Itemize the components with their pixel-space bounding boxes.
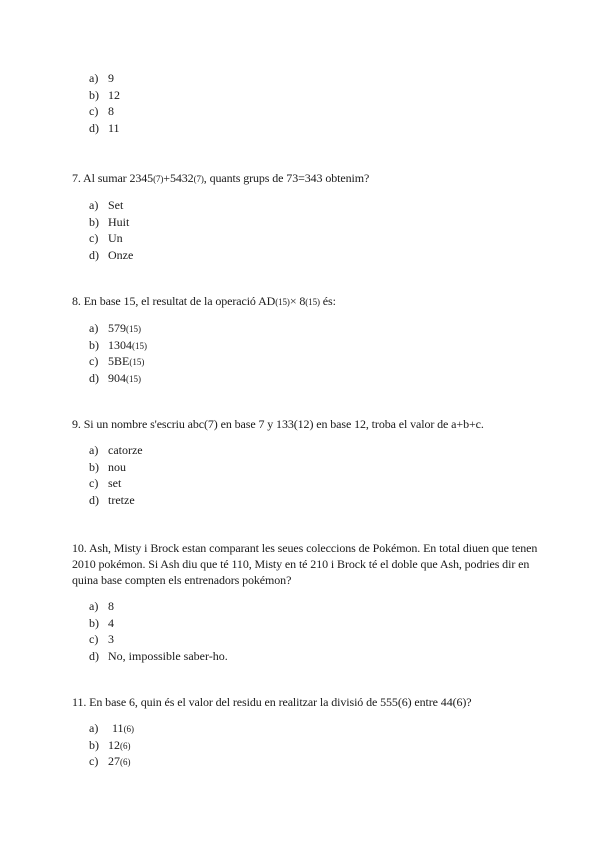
options-list [72, 70, 542, 136]
option-c [72, 353, 542, 370]
option-text: 12 [108, 87, 120, 102]
option-label: c) [89, 354, 99, 368]
option-c [72, 103, 542, 120]
question-text: 7. Al sumar 2345(7)+5432(7), quants grups de 73=343 obtenim? [72, 171, 370, 185]
option-a [72, 197, 542, 214]
option-label: d) [89, 648, 99, 663]
question-6-continuation [72, 70, 542, 136]
option-label: b) [89, 459, 99, 474]
option-text: 5BE(15) [108, 354, 145, 368]
option-label: b) [89, 87, 99, 102]
option-text: 9 [108, 71, 114, 85]
option-text: 3 [108, 632, 114, 646]
option-b [72, 87, 542, 104]
option-label: a) [89, 721, 99, 735]
options-list [72, 442, 542, 508]
option-text: 8 [108, 104, 114, 118]
option-label: c) [89, 632, 99, 646]
option-label: d) [89, 370, 99, 385]
option-text: No, impossible saber-ho. [108, 648, 228, 663]
option-label: c) [89, 754, 99, 768]
option-a [72, 320, 542, 337]
option-d [72, 492, 542, 509]
option-b [72, 459, 542, 476]
question-11 [72, 694, 542, 770]
option-label: a) [89, 443, 99, 457]
options-list [72, 720, 542, 770]
option-label: d) [89, 492, 99, 507]
option-text: catorze [108, 443, 143, 457]
question-text: 11. En base 6, quin és el valor del residu en realitzar la divisió de 555(6) entre 44(6)? [72, 695, 472, 709]
option-b [72, 337, 542, 354]
option-c [72, 230, 542, 247]
option-d [72, 120, 542, 137]
option-text: Un [108, 231, 123, 245]
option-text: Huit [108, 214, 130, 229]
option-label: b) [89, 214, 99, 229]
option-b [72, 737, 542, 754]
option-d [72, 370, 542, 387]
option-label: a) [89, 599, 99, 613]
option-text: tretze [108, 492, 135, 507]
option-label: b) [89, 737, 99, 752]
question-8 [72, 293, 542, 386]
question-text: 9. Si un nombre s'escriu abc(7) en base 7 y 133(12) en base 12, troba el valor de a+b+c. [72, 417, 484, 431]
option-text: Onze [108, 247, 134, 262]
option-c [72, 631, 542, 648]
option-b [72, 214, 542, 231]
option-text: 12(6) [108, 737, 131, 752]
option-a [72, 720, 542, 737]
question-text: 10. Ash, Misty i Brock estan comparant les seues coleccions de Pokémon. En total diuen que tenen 2010 pokémon. Si Ash diu que té 110, Misty en té 210 i Brock té el doble que Ash, podries dir en quina base compten els entrenadors pokémon? [72, 541, 538, 587]
option-c [72, 475, 542, 492]
option-a [72, 442, 542, 459]
option-text: 8 [108, 599, 114, 613]
option-text: 1304(15) [108, 337, 147, 352]
option-label: c) [89, 104, 99, 118]
option-label: c) [89, 231, 99, 245]
option-text: 11(6) [112, 721, 135, 735]
option-text: 904(15) [108, 370, 141, 385]
option-text: 27(6) [108, 754, 131, 768]
option-label: a) [89, 321, 99, 335]
option-text: 11 [108, 120, 120, 135]
option-label: d) [89, 120, 99, 135]
option-text: set [108, 476, 122, 490]
options-list [72, 320, 542, 386]
option-label: d) [89, 247, 99, 262]
option-text: Set [108, 198, 124, 212]
option-b [72, 615, 542, 632]
option-label: b) [89, 337, 99, 352]
option-text: 579(15) [108, 321, 141, 335]
option-a [72, 70, 542, 87]
option-label: a) [89, 198, 99, 212]
option-c [72, 753, 542, 770]
question-text: 8. En base 15, el resultat de la operació AD(15)× 8(15) és: [72, 294, 336, 308]
option-d [72, 247, 542, 264]
option-d [72, 648, 542, 665]
option-a [72, 598, 542, 615]
question-10 [72, 540, 542, 664]
option-label: b) [89, 615, 99, 630]
options-list [72, 598, 542, 664]
option-label: c) [89, 476, 99, 490]
question-7 [72, 170, 542, 263]
option-text: nou [108, 459, 126, 474]
option-label: a) [89, 71, 99, 85]
option-text: 4 [108, 615, 114, 630]
options-list [72, 197, 542, 263]
question-9 [72, 416, 542, 508]
